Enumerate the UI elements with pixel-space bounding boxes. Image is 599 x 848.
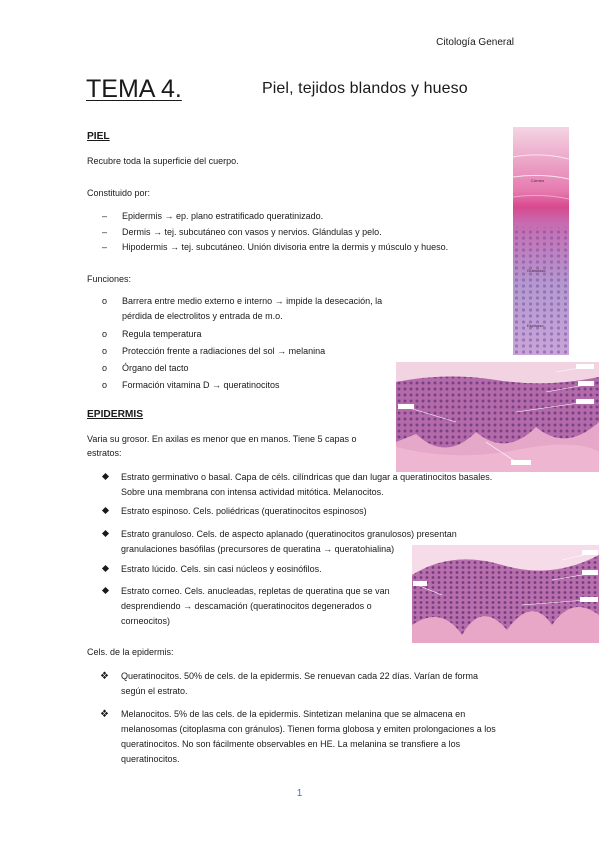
- diamond-bullet: [102, 565, 109, 572]
- dash-bullet: –: [102, 211, 108, 221]
- cells-heading: Cels. de la epidermis:: [87, 647, 174, 657]
- running-header: Citología General: [436, 37, 514, 48]
- section-heading-epidermis: EPIDERMIS: [87, 409, 144, 420]
- diamond-bullet: [102, 507, 109, 514]
- section-heading-piel: PIEL: [87, 131, 110, 142]
- circle-bullet: o: [102, 329, 108, 339]
- circle-bullet: o: [102, 346, 108, 356]
- circle-bullet: o: [102, 380, 108, 390]
- four-point-star-bullet: ❖: [100, 709, 109, 720]
- diamond-bullet: [102, 587, 109, 594]
- dash-bullet: –: [102, 242, 108, 252]
- figure-label: Granuloso: [527, 268, 546, 273]
- page-title: TEMA 4.: [86, 75, 182, 103]
- piel-intro: Recubre toda la superficie del cuerpo.: [87, 156, 239, 166]
- four-point-star-bullet: ❖: [100, 671, 109, 682]
- histology-image-epidermis-layers: [513, 127, 569, 355]
- page-subtitle: Piel, tejidos blandos y hueso: [262, 80, 468, 97]
- epidermis-intro-line2: estratos:: [87, 448, 122, 458]
- epidermis-intro-line1: Varia su grosor. En axilas es menor que en manos. Tiene 5 capas o: [87, 434, 357, 444]
- figure-label: Espinoso: [527, 323, 544, 328]
- funciones-label: Funciones:: [87, 274, 132, 284]
- diamond-bullet: [102, 473, 109, 480]
- diamond-bullet: [102, 530, 109, 537]
- dash-bullet: –: [102, 227, 108, 237]
- page-number: 1: [296, 788, 303, 799]
- histology-image-epidermis-detail: [396, 362, 599, 472]
- circle-bullet: o: [102, 363, 108, 373]
- figure-label: Córneo: [531, 178, 545, 183]
- histology-image-dermal-papillae: [412, 545, 599, 643]
- circle-bullet: o: [102, 296, 108, 306]
- constituido-label: Constituido por:: [87, 188, 151, 198]
